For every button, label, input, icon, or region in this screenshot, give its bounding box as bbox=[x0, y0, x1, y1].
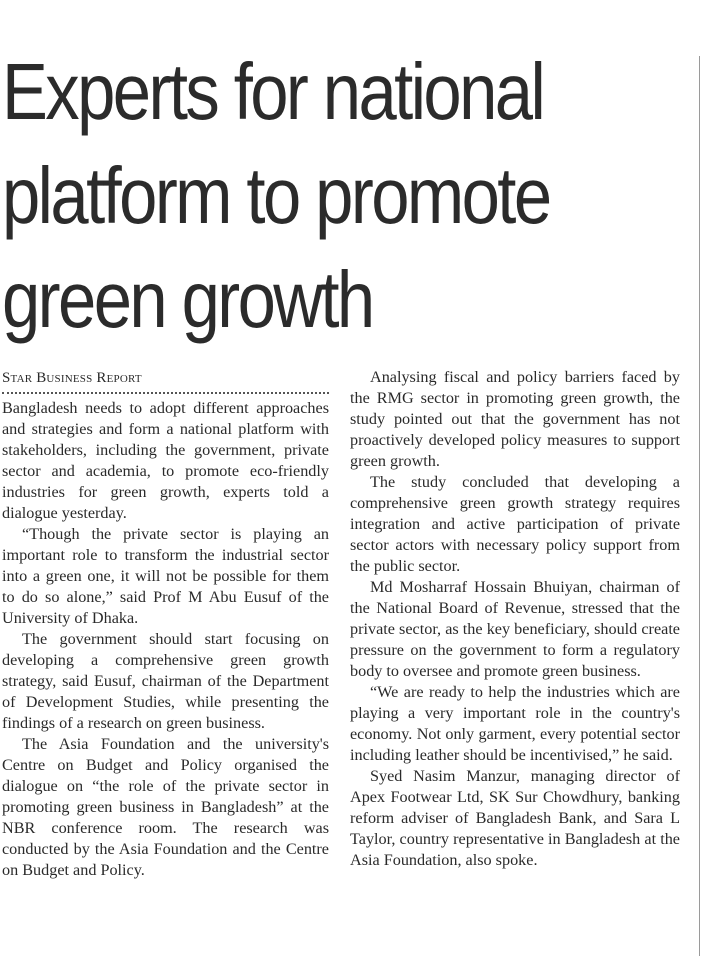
paragraph: “Though the private sector is playing an important role to transform the industrial sector into a green one, it will not be possible for them to do so alone,” said Prof M Abu Eusuf of the University of Dhaka. bbox=[2, 525, 329, 627]
headline-line: platform to promote bbox=[2, 151, 550, 240]
paragraph: Bangladesh needs to adopt different approaches and strategies and form a national platform with stakeholders, including the government, private sector and academia, to promote eco-friendly industries for green growth, experts told a dialogue yesterday. bbox=[2, 399, 329, 522]
headline-line: green growth bbox=[2, 255, 373, 344]
article-column-right bbox=[350, 367, 680, 871]
paragraph: The study concluded that developing a comprehensive green growth strategy requires integration and active participation of private sector actors with necessary policy support from the public sector. bbox=[350, 473, 680, 575]
paragraph: The Asia Foundation and the university's Centre on Budget and Policy organised the dialogue on “the role of the private sector in promoting green business in Bangladesh” at the NBR conference room. The research was conducted by the Asia Foundation and the Centre on Budget and Policy. bbox=[2, 735, 329, 879]
paragraph: Analysing fiscal and policy barriers faced by the RMG sector in promoting green growth, the study pointed out that the government has not proactively developed policy measures to support green growth. bbox=[350, 368, 680, 470]
headline-line: Experts for national bbox=[2, 47, 544, 136]
headline bbox=[2, 40, 595, 352]
paragraph: Syed Nasim Manzur, managing director of Apex Footwear Ltd, SK Sur Chowdhury, banking reform adviser of Bangladesh Bank, and Sara L Taylor, country representative in Bangladesh at the Asia Foundation, also spoke. bbox=[350, 767, 680, 869]
byline: Star Business Report bbox=[2, 370, 142, 386]
article-column-left bbox=[2, 367, 329, 881]
byline-dotted-rule bbox=[2, 392, 329, 394]
paragraph: Md Mosharraf Hossain Bhuiyan, chairman of the National Board of Revenue, stressed that the private sector, as the key beneficiary, should create pressure on the government to form a regulatory body to oversee and promote green business. bbox=[350, 578, 680, 680]
column-divider-rule bbox=[699, 56, 700, 956]
paragraph: The government should start focusing on developing a comprehensive green growth strategy, said Eusuf, chairman of the Department of Development Studies, while presenting the findings of a research on green business. bbox=[2, 630, 329, 732]
paragraph: “We are ready to help the industries which are playing a very important role in the country's economy. Not only garment, every potential sector including leather should be incentivised,” he said. bbox=[350, 683, 680, 764]
